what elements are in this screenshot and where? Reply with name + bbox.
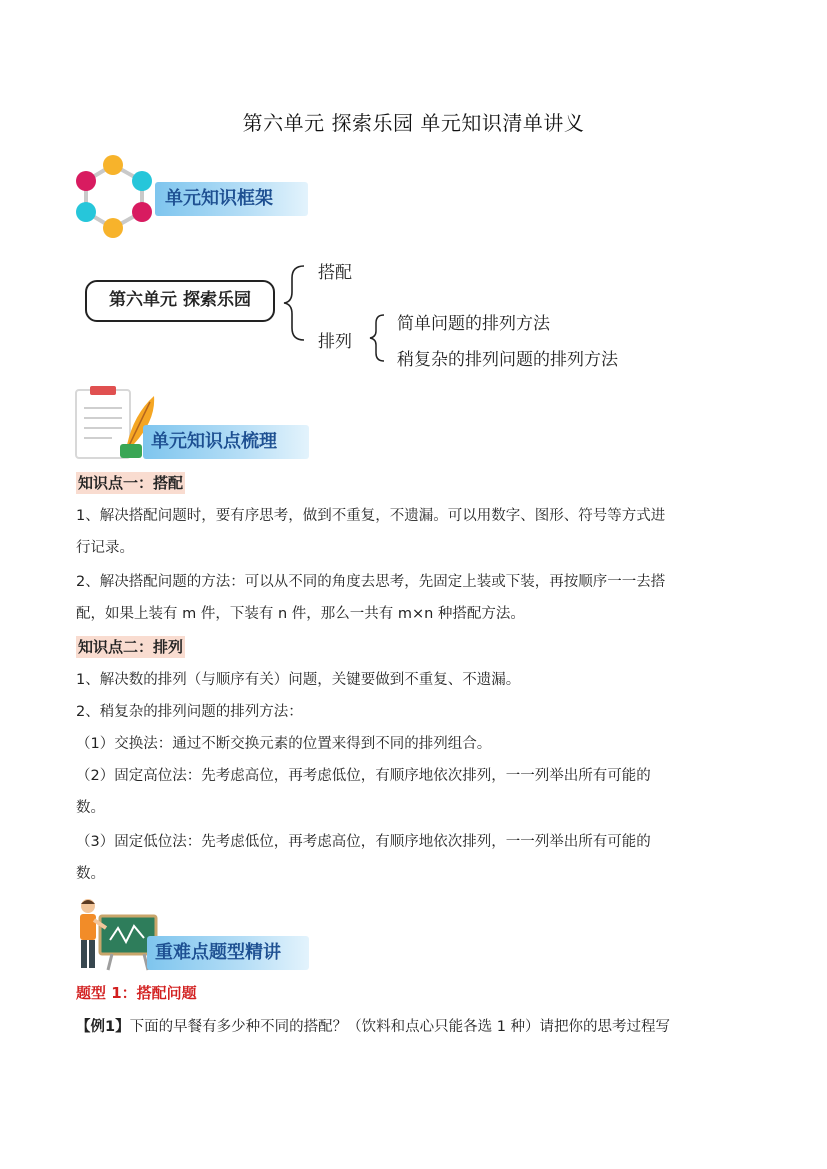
kp2-paragraph-3: （1）交换法：通过不断交换元素的位置来得到不同的排列组合。: [76, 736, 492, 752]
type1-title: 题型 1：搭配问题: [76, 984, 197, 1002]
kp2-p5-line1: （3）固定低位法：先考虑低位，再考虑高位，有顺序地依次排列，一一列举出所有可能的: [76, 834, 651, 850]
example-1: [76, 1011, 752, 1043]
kp2-paragraph-2: 2、稍复杂的排列问题的排列方法：: [76, 704, 303, 720]
tree-leaf-complex: 稍复杂的排列问题的排列方法: [397, 350, 618, 370]
tree-brace-sub: [368, 312, 388, 364]
kp2-title: 知识点二：排列: [78, 638, 184, 656]
example-1-text: 下面的早餐有多少种不同的搭配？（饮料和点心只能各选 1 种）请把你的思考过程写: [129, 1019, 671, 1035]
tree-branch-matching: 搭配: [318, 263, 352, 283]
section-banner-framework: [155, 182, 308, 216]
section-banner-knowledge: [143, 425, 309, 459]
kp1-p1-line1: 1、解决搭配问题时，要有序思考，做到不重复，不遗漏。可以用数字、图形、符号等方式进: [76, 508, 666, 524]
kp2-p4-line2: 数。: [76, 800, 105, 816]
tree-root-box: [85, 280, 275, 322]
kp2-paragraph-5: [76, 826, 752, 890]
molecule-icon: [72, 150, 162, 242]
tree-root-label: 第六单元 探索乐园: [109, 290, 251, 310]
example-1-tag: 【例1】: [76, 1019, 130, 1035]
kp1-title: 知识点一：搭配: [78, 474, 184, 492]
kp1-p1-line2: 行记录。: [76, 540, 134, 556]
section-title-knowledge: 单元知识点梳理: [151, 431, 277, 452]
tree-branch-arrangement: 排列: [318, 332, 352, 352]
kp1-paragraph-1: [76, 500, 752, 564]
kp2-p4-line1: （2）固定高位法：先考虑高位，再考虑低位，有顺序地依次排列，一一列举出所有可能的: [76, 768, 651, 784]
section-title-key-points: 重难点题型精讲: [155, 942, 281, 963]
kp2-paragraph-4: [76, 760, 752, 824]
kp1-p2-line2: 配，如果上装有 m 件，下装有 n 件，那么一共有 m×n 种搭配方法。: [76, 606, 525, 622]
kp1-paragraph-2: [76, 566, 752, 630]
tree-leaf-simple: 简单问题的排列方法: [397, 314, 550, 334]
kp2-paragraph-1: 1、解决数的排列（与顺序有关）问题，关键要做到不重复、不遗漏。: [76, 672, 521, 688]
tree-brace-main: [282, 262, 308, 344]
section-title-framework: 单元知识框架: [165, 188, 273, 209]
page-title: 第六单元 探索乐园 单元知识清单讲义: [242, 111, 585, 135]
kp1-p2-line1: 2、解决搭配问题的方法：可以从不同的角度去思考，先固定上装或下装，再按顺序一一去搭: [76, 574, 666, 590]
kp2-p5-line2: 数。: [76, 866, 105, 882]
section-banner-key-points: [147, 936, 309, 970]
